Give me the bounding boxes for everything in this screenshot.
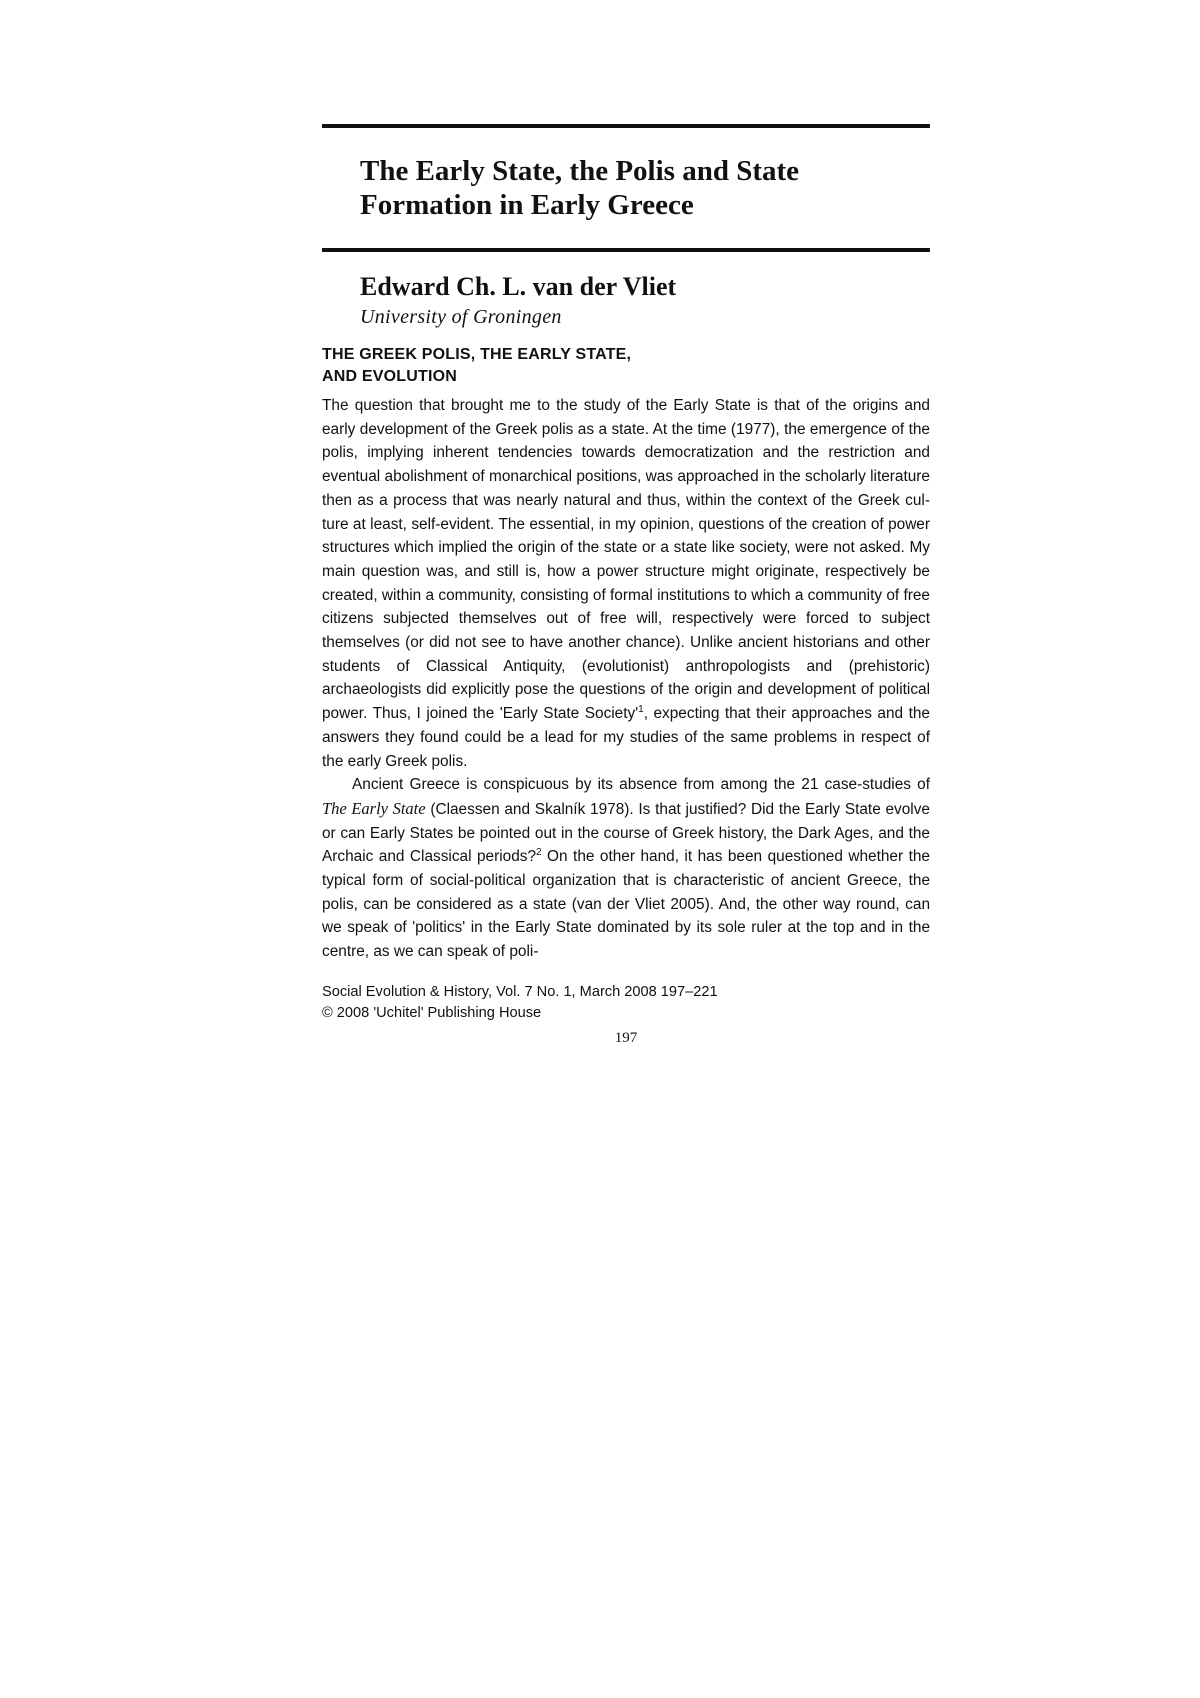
paragraph-2-text-end: On the other hand, it has been questioned whether the typical form of social-political organization that is characteristic of ancient Greece, the polis, can be considered as a state (van der Vliet 2005). And, the other way round, can we speak of 'politics' in the Early State dominated by its sole ruler at the top and in the centre, as we can speak of poli- (322, 848, 930, 961)
author-name: Edward Ch. L. van der Vliet (360, 272, 677, 301)
section-heading-line-1: THE GREEK POLIS, THE EARLY STATE, (322, 346, 632, 363)
paragraph-2-text-continued: (Claessen and Skalník 1978). Is that justified? Did the Early State evolve or can Early States be pointed out in the course of Greek history, the Dark Ages, and the Archaic and Classical periods? (322, 800, 930, 866)
title-bottom-rule (322, 248, 930, 252)
article-page (322, 124, 930, 1048)
page-footer (322, 982, 930, 1024)
journal-citation: Social Evolution & History, Vol. 7 No. 1, March 2008 197–221 (322, 983, 718, 1000)
author-affiliation: University of Groningen (360, 306, 562, 328)
footnote-marker-2: 2 (536, 847, 542, 859)
page-number: 197 (614, 1029, 638, 1046)
section-heading (322, 344, 930, 388)
title-line-1: The Early State, the Polis and State (360, 155, 800, 187)
paragraph-2 (322, 773, 930, 964)
article-title (360, 154, 880, 222)
section-heading-line-2: AND EVOLUTION (322, 368, 458, 385)
paragraph-2-text: Ancient Greece is conspicuous by its absence from among the 21 case-studies of (352, 776, 930, 794)
paragraph-1-text: The question that brought me to the study of the Early State is that of the origins and early development of the Greek polis as a state. At the time (1977), the emergence of the polis, implying inherent tendencies towards democratization and the restriction and eventual abolishment of monarchical positions, was approached in the scholarly literature then as a process that was nearly natural and thus, within the context of the Greek culture at least, self-evident. The essential, in my opinion, questions of the creation of power structures which implied the origin of the state or a state like society, were not asked. My main question was, and still is, how a power structure might originate, respectively be created, within a community, consisting of formal institutions to which a community of free citizens subjected themselves out of free will, respectively were forced to subject themselves (or did not see to have another chance). Unlike ancient historians and other students of Classical Antiquity, (evolutionist) anthropologists and (prehistoric) archaeologists did explicitly pose the questions of the origin and development of political power. Thus, I joined the 'Early State Society' (322, 397, 930, 723)
article-body (322, 394, 930, 964)
title-line-2: Formation in Early Greece (360, 189, 694, 221)
paragraph-1-text-continued: , expecting that their approaches and the answers they found could be a lead for my studies of the same problems in respect of the early Greek polis. (322, 705, 930, 770)
paragraph-1 (322, 394, 930, 773)
book-title: The Early State (322, 798, 426, 818)
top-rule (322, 124, 930, 128)
footnote-marker-1: 1 (638, 704, 644, 716)
copyright-notice: © 2008 'Uchitel' Publishing House (322, 1004, 542, 1021)
